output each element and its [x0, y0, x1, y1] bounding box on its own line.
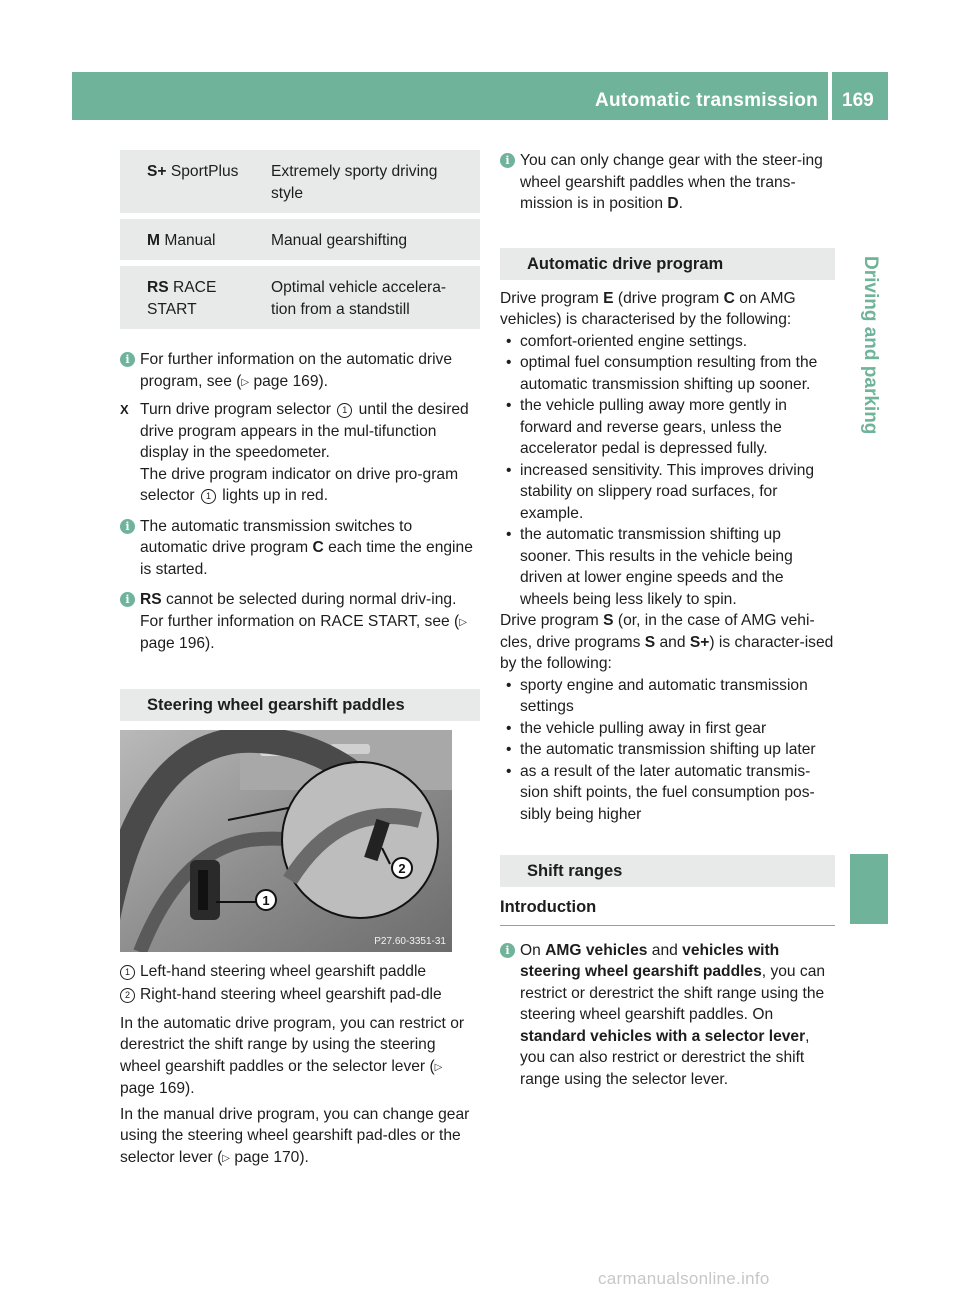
callout-1-label: 1	[262, 892, 270, 908]
callout-1-icon: 1	[120, 965, 135, 980]
list-item: • the automatic transmission shifting up later	[506, 741, 816, 758]
callout-2-label: 2	[398, 860, 406, 876]
mode-desc-cell: Optimal vehicle accelera-tion from a standstill	[261, 266, 480, 329]
list-item: • the automatic transmission shifting up sooner. This results in the vehicle being driven at lower engine speeds and the wheels being less likely to spin.	[506, 526, 793, 608]
instruction-step: X Turn drive program selector 1 until the desired drive program appears in the mul-tifunction display in the speedometer. The drive program indicator on drive pro-gram selector 1 lights up in red.	[120, 401, 469, 504]
section-heading: Steering wheel gearshift paddles	[120, 689, 480, 721]
info-note: i For further information on the automatic drive program, see (▷ page 169).	[120, 349, 480, 393]
list-item: • as a result of the later automatic transmis-sion shift points, the fuel consumption pos-sibly being higher	[506, 762, 815, 823]
page-number: 169	[842, 90, 874, 111]
photo-code: P27.60-3351-31	[374, 935, 446, 947]
section-heading: Automatic drive program	[500, 248, 835, 280]
mode-key-cell: RS RACE START	[120, 266, 261, 329]
body-paragraph: Drive program E (drive program C on AMG vehicles) is characterised by the following:	[500, 289, 796, 328]
right-column	[500, 150, 835, 1090]
info-icon: i	[120, 352, 135, 367]
photo-caption: 1 Left-hand steering wheel gearshift paddle	[120, 961, 480, 983]
list-item: • increased sensitivity. This improves driving stability on slippery road surfaces, for example.	[506, 461, 815, 522]
header-divider	[828, 72, 832, 120]
bullet-list	[500, 331, 835, 611]
info-note: i RS cannot be selected during normal driv-ing. For further information on RACE START, see (▷ page 196).	[120, 589, 480, 655]
callout-1-icon: 1	[337, 403, 352, 418]
list-item: • optimal fuel consumption resulting from the automatic transmission shifting up sooner.	[506, 354, 818, 393]
body-paragraph: In the manual drive program, you can change gear using the steering wheel gearshift pad-dles or the selector lever (▷ page 170).	[120, 1105, 470, 1166]
table-row	[120, 266, 480, 329]
left-column	[120, 150, 480, 1169]
list-item: • the vehicle pulling away more gently in forward and reverse gears, unless the accelerator pedal is depressed fully.	[506, 397, 787, 457]
section-heading: Shift ranges	[500, 855, 835, 887]
page-link[interactable]: page 196).	[140, 635, 215, 652]
info-icon: i	[120, 592, 135, 607]
page-ref-arrow-icon: ▷	[434, 1061, 443, 1073]
list-item: • comfort-oriented engine settings.	[506, 332, 748, 350]
side-tab-marker	[850, 854, 888, 924]
table-row	[120, 150, 480, 213]
page-link[interactable]: page 169).	[253, 372, 329, 390]
page-ref-arrow-icon: ▷	[241, 376, 250, 388]
info-note: i On AMG vehicles and vehicles with steering wheel gearshift paddles, you can restrict or derestrict the shift range using the steering wheel gearshift paddles. On standard vehicles with a selector lever, you can also restrict or derestrict the shift range using the selector lever.	[500, 940, 835, 1091]
info-icon: i	[500, 153, 515, 168]
steering-wheel-illustration	[120, 730, 452, 952]
list-item: • the vehicle pulling away in first gear	[506, 719, 767, 737]
page-ref-arrow-icon: ▷	[222, 1152, 230, 1164]
info-note: i The automatic transmission switches to automatic drive program C each time the engine is started.	[120, 516, 480, 581]
callout-1-icon: 1	[201, 489, 216, 504]
page-link[interactable]: page 170).	[234, 1148, 309, 1166]
list-item: • sporty engine and automatic transmission settings	[506, 676, 808, 715]
watermark: carmanualsonline.info	[598, 1269, 770, 1288]
mode-key-cell: M Manual	[120, 219, 261, 260]
callout-2-icon: 2	[120, 988, 135, 1003]
info-icon: i	[120, 519, 135, 534]
body-paragraph: Drive program S (or, in the case of AMG vehi-cles, drive programs S and S+) is character-ised by the following:	[500, 612, 834, 672]
mode-desc-cell: Manual gearshifting	[261, 219, 480, 260]
page-title: Automatic transmission	[594, 90, 818, 111]
bullet-list	[500, 675, 835, 826]
mode-desc-cell: Extremely sporty driving style	[261, 150, 480, 213]
drive-modes-table	[120, 144, 480, 335]
photo-caption: 2 Right-hand steering wheel gearshift pad-dle	[120, 984, 480, 1006]
body-paragraph: In the automatic drive program, you can restrict or derestrict the shift range by using the steering wheel gearshift paddles or the selector lever (▷ page 169).	[120, 1014, 465, 1097]
info-note: i You can only change gear with the steer-ing wheel gearshift paddles when the trans-mission is in position D.	[500, 150, 835, 215]
info-icon: i	[500, 943, 515, 958]
steering-wheel-photo	[120, 730, 452, 952]
step-arrow-icon: X	[120, 402, 129, 417]
page-link[interactable]: page 169).	[120, 1080, 195, 1097]
side-tab-label: Driving and parking	[859, 256, 881, 435]
mode-key-cell: S+ SportPlus	[120, 150, 261, 213]
subsection-heading: Introduction	[500, 897, 835, 926]
table-row	[120, 219, 480, 260]
page-ref-arrow-icon: ▷	[459, 616, 467, 628]
